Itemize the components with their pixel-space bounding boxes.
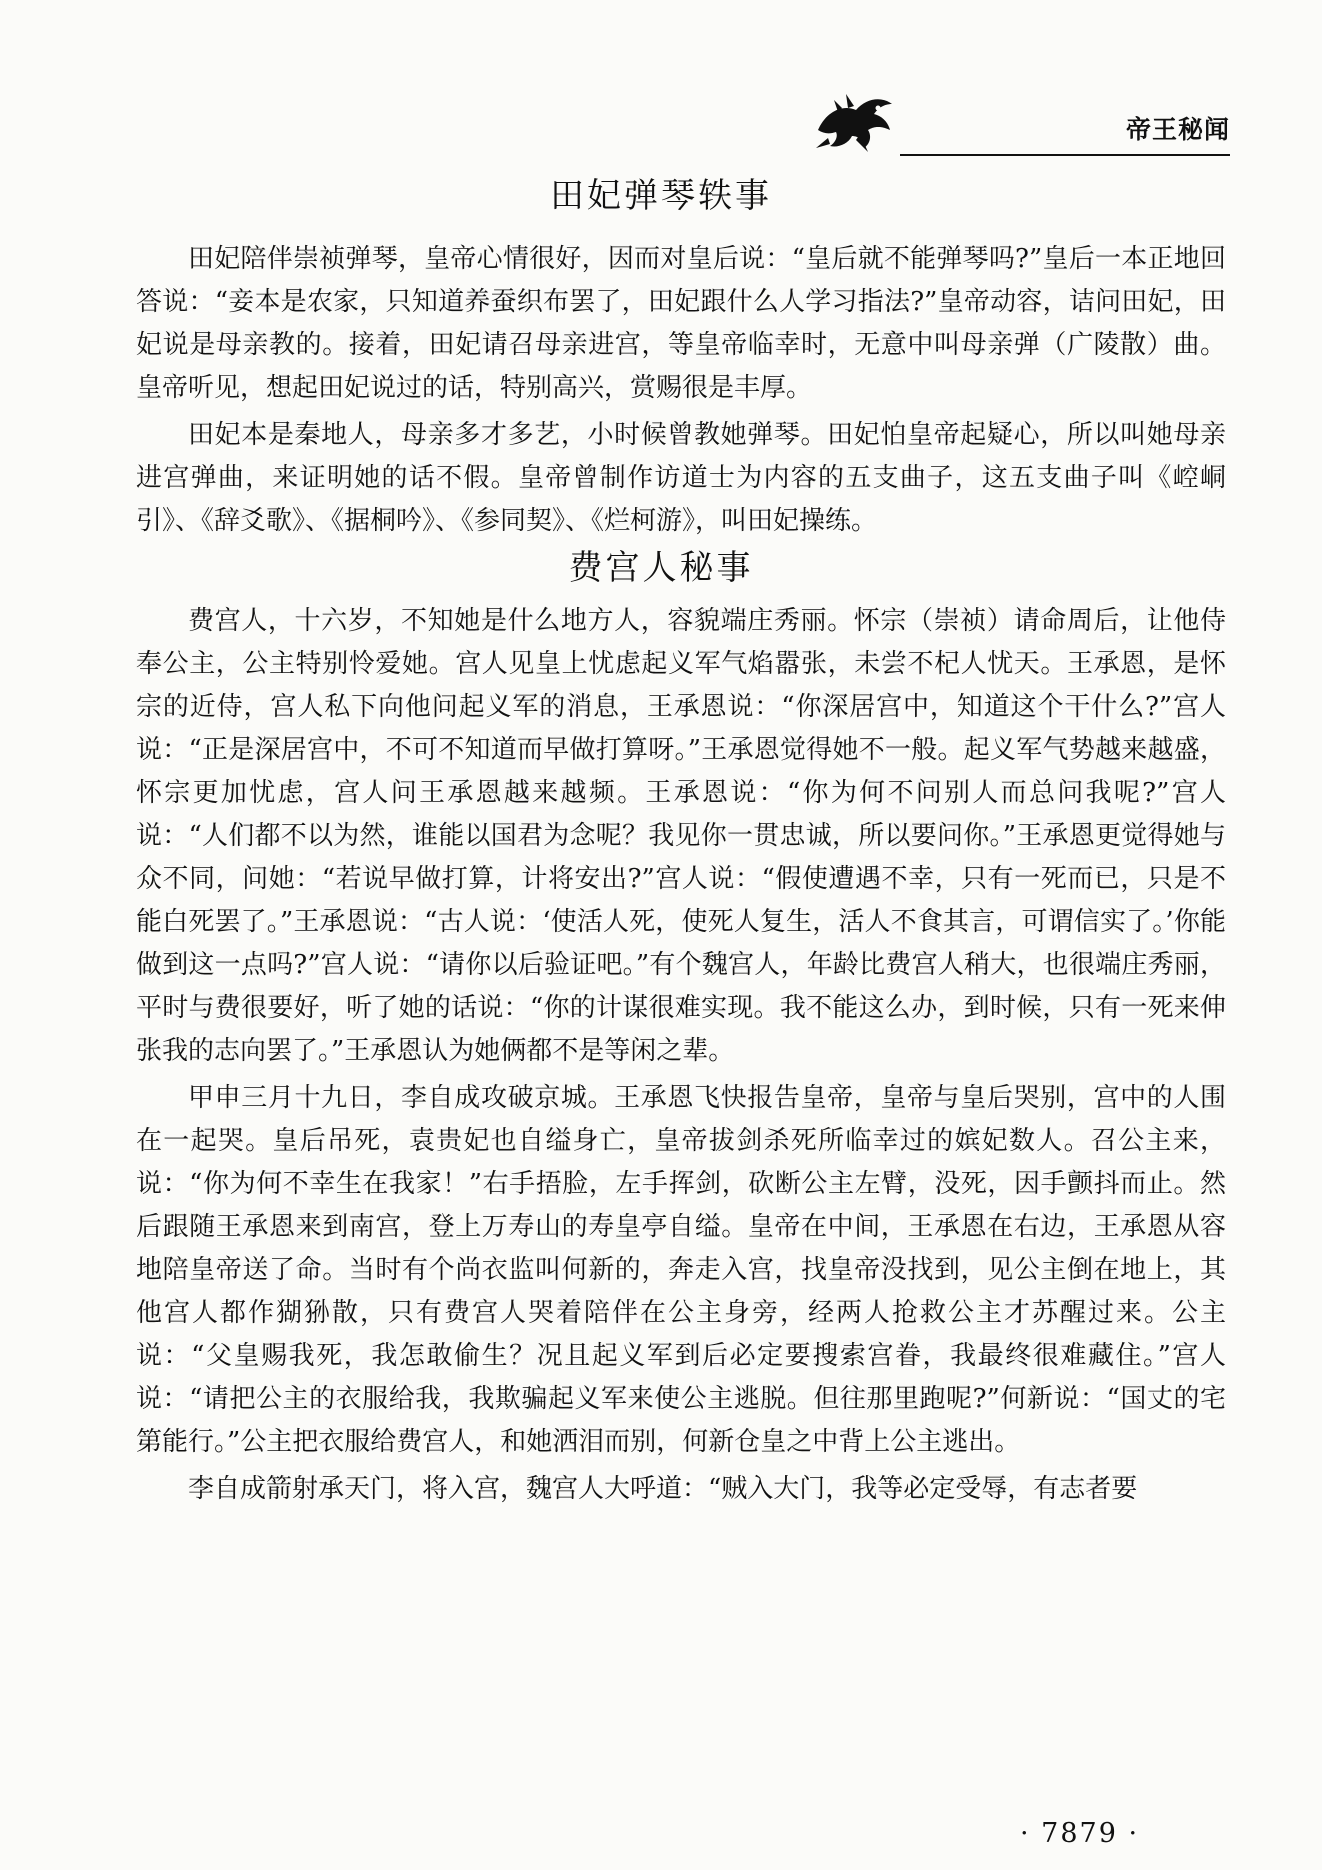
dragon-icon (808, 90, 904, 156)
header-title: 帝王秘闻 (1125, 115, 1230, 144)
paragraph: 甲申三月十九日，李自成攻破京城。王承恩飞快报告皇帝，皇帝与皇后哭别，宫中的人围在一起哭。皇后吊死，袁贵妃也自缢身亡，皇帝拔剑杀死所临幸过的嫔妃数人。召公主来，说：“你为何不幸生在我家！”右手捂脸，左手挥剑，砍断公主左臂，没死，因手颤抖而止。然后跟随王承恩来到南宫，登上万寿山的寿皇亭自缢。皇帝在中间，王承恩在右边，王承恩从容地陪皇帝送了命。当时有个尚衣监叫何新的，奔走入宫，找皇帝没找到，见公主倒在地上，其他宫人都作猢狲散，只有费宫人哭着陪伴在公主身旁，经两人抢救公主才苏醒过来。公主说：“父皇赐我死，我怎敢偷生？况且起义军到后必定要搜索宫眷，我最终很难藏住。”宫人说：“请把公主的衣服给我，我欺骗起义军来使公主逃脱。但往那里跑呢?”何新说：“国丈的宅第能行。”公主把衣服给费宫人，和她洒泪而别，何新仓皇之中背上公主逃出。 (136, 1083, 1226, 1457)
section-title-fei-gongren: 费宫人秘事 (568, 548, 754, 588)
page-number: · 7879 · (1020, 1818, 1140, 1849)
running-header (800, 90, 1230, 160)
paragraph: 田妃本是秦地人，母亲多才多艺，小时候曾教她弹琴。田妃怕皇帝起疑心，所以叫她母亲进宫弹曲，来证明她的话不假。皇帝曾制作访道士为内容的五支曲子，这五支曲子叫《崆峒引》、《辞爻歌》、《据桐吟》、《参同契》、《烂柯游》，叫田妃操练。 (136, 420, 1226, 536)
section-body-fei-gongren (136, 600, 1226, 1515)
section-body-tian-fei (136, 238, 1226, 547)
paragraph: 费宫人，十六岁，不知她是什么地方人，容貌端庄秀丽。怀宗（崇祯）请命周后，让他侍奉公主，公主特别怜爱她。宫人见皇上忧虑起义军气焰嚣张，未尝不杞人忧天。王承恩，是怀宗的近侍，宫人私下向他问起义军的消息，王承恩说：“你深居宫中，知道这个干什么?”宫人说：“正是深居宫中，不可不知道而早做打算呀。”王承恩觉得她不一般。起义军气势越来越盛，怀宗更加忧虑，宫人问王承恩越来越频。王承恩说：“你为何不问别人而总问我呢?”宫人说：“人们都不以为然，谁能以国君为念呢？我见你一贯忠诚，所以要问你。”王承恩更觉得她与众不同，问她：“若说早做打算，计将安出?”宫人说：“假使遭遇不幸，只有一死而已，只是不能白死罢了。”王承恩说：“古人说：‘使活人死，使死人复生，活人不食其言，可谓信实了。’你能做到这一点吗?”宫人说：“请你以后验证吧。”有个魏宫人，年龄比费宫人稍大，也很端庄秀丽，平时与费很要好，听了她的话说：“你的计谋很难实现。我不能这么办，到时候，只有一死来伸张我的志向罢了。”王承恩认为她俩都不是等闲之辈。 (136, 606, 1226, 1066)
paragraph: 田妃陪伴崇祯弹琴，皇帝心情很好，因而对皇后说：“皇后就不能弹琴吗?”皇后一本正地回答说：“妾本是农家，只知道养蚕织布罢了，田妃跟什么人学习指法?”皇帝动容，诘问田妃，田妃说是母亲教的。接着，田妃请召母亲进宫，等皇帝临幸时，无意中叫母亲弹（广陵散）曲。皇帝听见，想起田妃说过的话，特别高兴，赏赐很是丰厚。 (136, 244, 1226, 403)
header-rule (900, 154, 1230, 156)
paragraph: 李自成箭射承天门，将入宫，魏宫人大呼道：“贼入大门，我等必定受辱，有志者要 (188, 1474, 1138, 1504)
section-title-tian-fei: 田妃弹琴轶事 (550, 176, 772, 216)
